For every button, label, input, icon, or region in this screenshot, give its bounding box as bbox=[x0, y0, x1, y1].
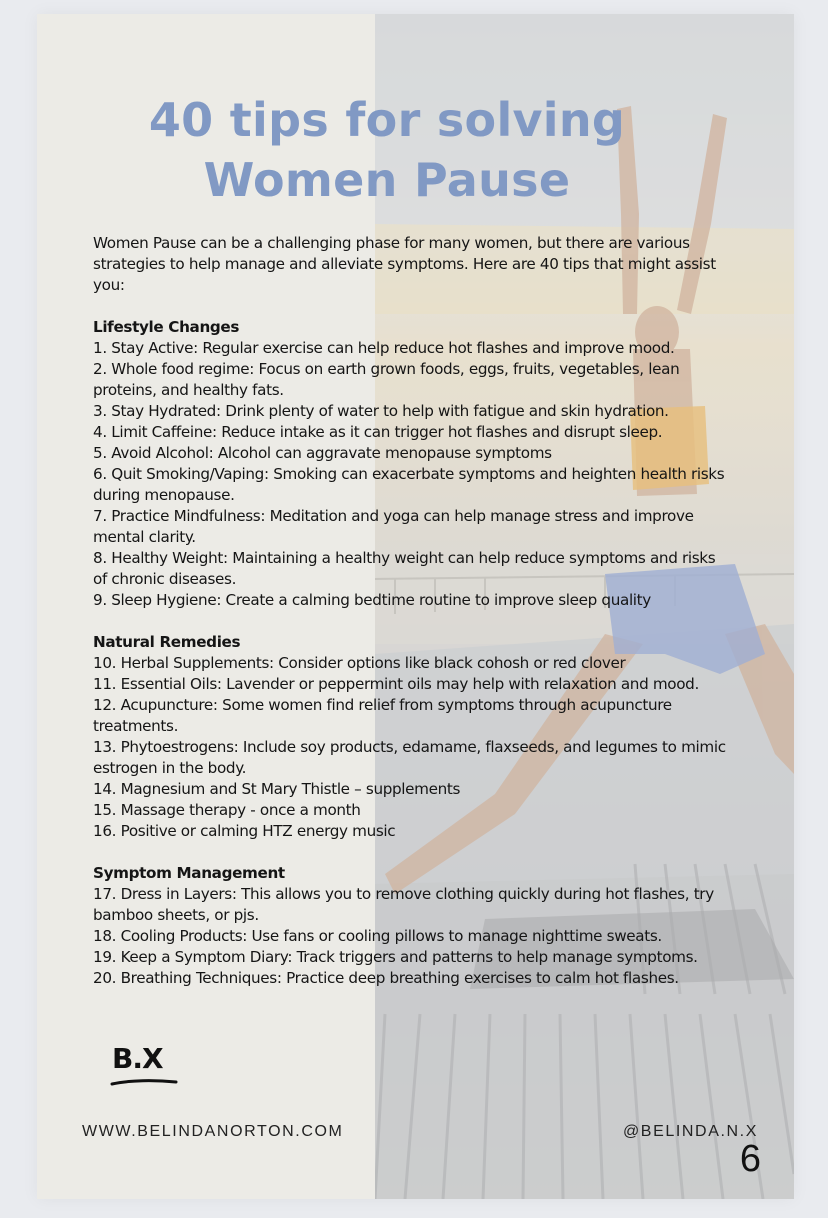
title-line-2: Women Pause bbox=[203, 153, 571, 207]
list-item: 7. Practice Mindfulness: Meditation and yoga can help manage stress and improve mental clarity. bbox=[93, 507, 694, 546]
list-item: 14. Magnesium and St Mary Thistle – supplements bbox=[93, 780, 461, 798]
list-item: 17. Dress in Layers: This allows you to remove clothing quickly during hot flashes, try bamboo sheets, or pjs. bbox=[93, 885, 714, 924]
bx-signature-logo bbox=[110, 1042, 178, 1092]
tips-content bbox=[93, 233, 733, 1010]
section-heading: Lifestyle Changes bbox=[93, 318, 240, 336]
logo-text: B.X bbox=[112, 1042, 163, 1075]
list-item: 15. Massage therapy - once a month bbox=[93, 801, 361, 819]
social-handle[interactable]: @BELINDA.N.X bbox=[622, 1123, 758, 1140]
section-heading: Symptom Management bbox=[93, 864, 285, 882]
list-item: 4. Limit Caffeine: Reduce intake as it can trigger hot flashes and disrupt sleep. bbox=[93, 423, 663, 441]
list-item: 16. Positive or calming HTZ energy music bbox=[93, 822, 396, 840]
list-item: 8. Healthy Weight: Maintaining a healthy weight can help reduce symptoms and risks of chronic diseases. bbox=[93, 549, 716, 588]
page-number: 6 bbox=[739, 1138, 761, 1180]
page-title bbox=[77, 90, 697, 210]
list-item: 11. Essential Oils: Lavender or peppermint oils may help with relaxation and mood. bbox=[93, 675, 699, 693]
document-page bbox=[37, 14, 794, 1199]
website-link[interactable]: WWW.BELINDANORTON.COM bbox=[82, 1123, 344, 1140]
list-item: 18. Cooling Products: Use fans or cooling pillows to manage nighttime sweats. bbox=[93, 927, 662, 945]
intro-paragraph: Women Pause can be a challenging phase for many women, but there are various strategies to help manage and alleviate symptoms. Here are 40 tips that might assist you: bbox=[93, 234, 716, 294]
section-symptom-management bbox=[93, 863, 733, 989]
list-item: 9. Sleep Hygiene: Create a calming bedtime routine to improve sleep quality bbox=[93, 591, 651, 609]
list-item: 3. Stay Hydrated: Drink plenty of water to help with fatigue and skin hydration. bbox=[93, 402, 669, 420]
list-item: 12. Acupuncture: Some women find relief from symptoms through acupuncture treatments. bbox=[93, 696, 672, 735]
list-item: 1. Stay Active: Regular exercise can help reduce hot flashes and improve mood. bbox=[93, 339, 675, 357]
section-heading: Natural Remedies bbox=[93, 633, 241, 651]
tip-list bbox=[93, 653, 733, 842]
tip-list bbox=[93, 338, 733, 611]
list-item: 19. Keep a Symptom Diary: Track triggers and patterns to help manage symptoms. bbox=[93, 948, 698, 966]
list-item: 20. Breathing Techniques: Practice deep breathing exercises to calm hot flashes. bbox=[93, 969, 679, 987]
list-item: 10. Herbal Supplements: Consider options like black cohosh or red clover bbox=[93, 654, 626, 672]
section-natural-remedies bbox=[93, 632, 733, 842]
title-line-1: 40 tips for solving bbox=[148, 93, 626, 147]
logo-underline bbox=[110, 1078, 178, 1086]
section-lifestyle-changes bbox=[93, 317, 733, 611]
list-item: 13. Phytoestrogens: Include soy products, edamame, flaxseeds, and legumes to mimic estrogen in the body. bbox=[93, 738, 726, 777]
list-item: 6. Quit Smoking/Vaping: Smoking can exacerbate symptoms and heighten health risks during menopause. bbox=[93, 465, 725, 504]
tip-list bbox=[93, 884, 733, 989]
list-item: 2. Whole food regime: Focus on earth grown foods, eggs, fruits, vegetables, lean proteins, and healthy fats. bbox=[93, 360, 680, 399]
list-item: 5. Avoid Alcohol: Alcohol can aggravate menopause symptoms bbox=[93, 444, 552, 462]
